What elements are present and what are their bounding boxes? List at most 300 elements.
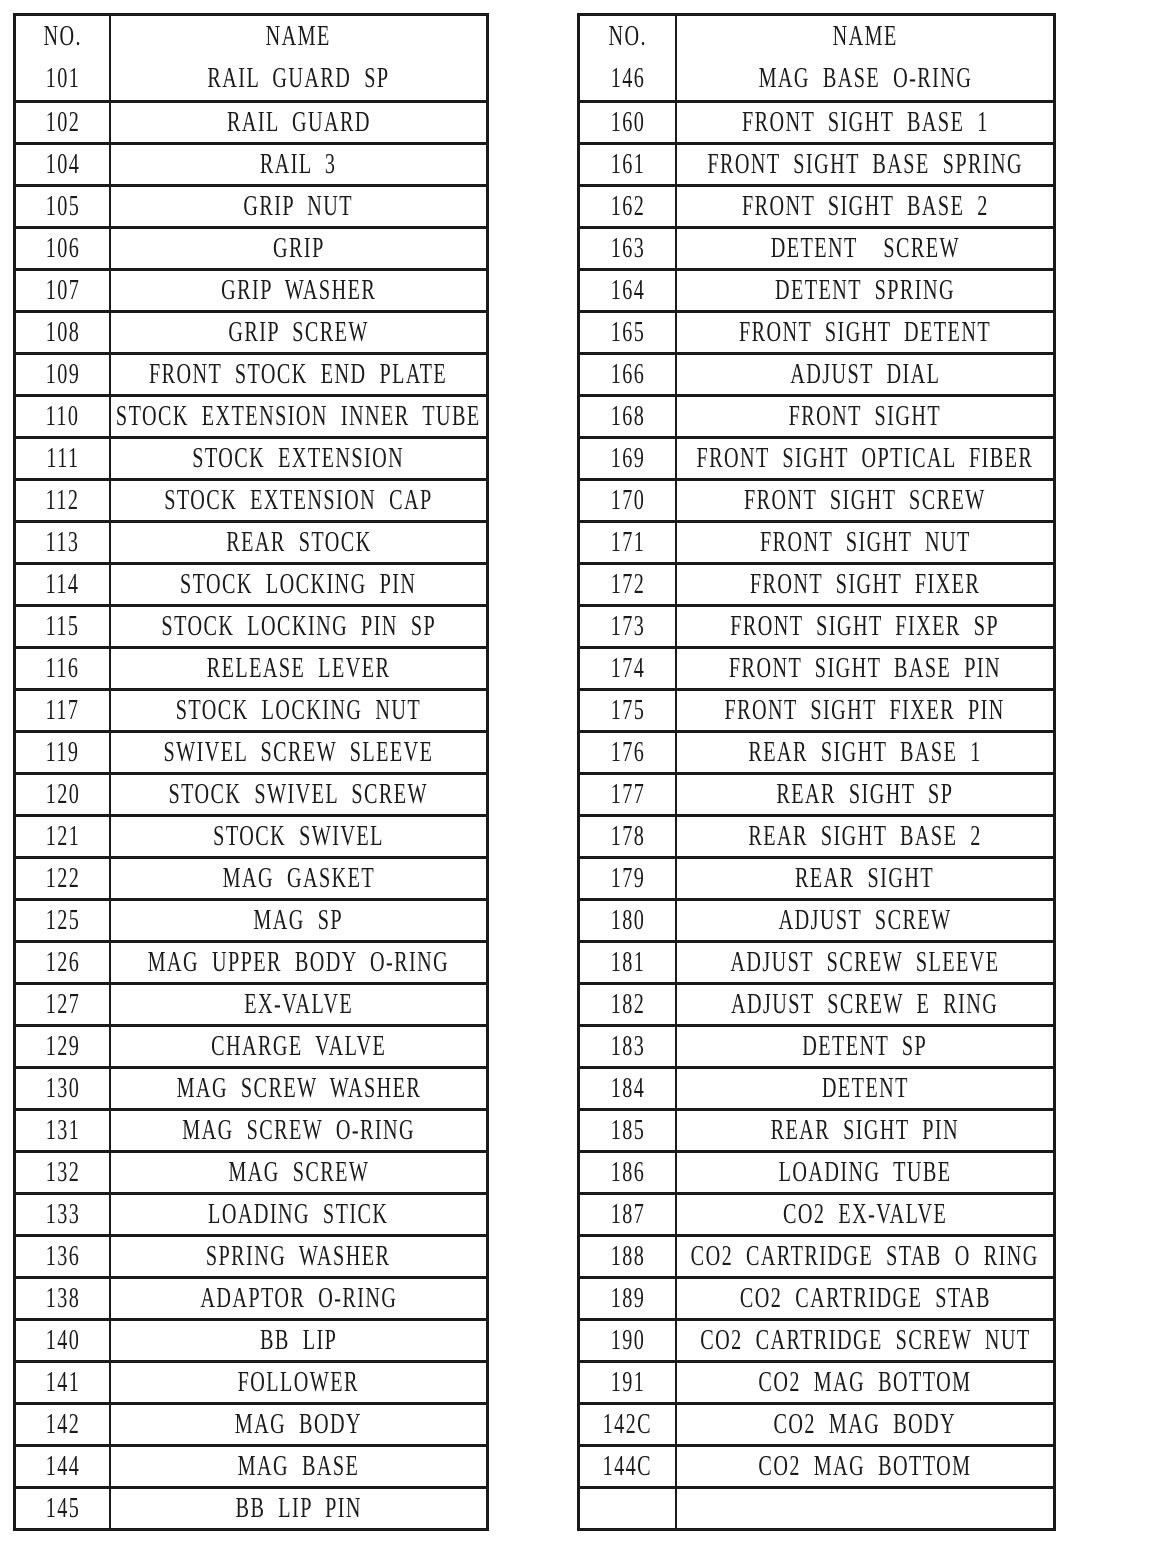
- part-name: CHARGE VALVE: [210, 1030, 387, 1062]
- part-number-cell: [580, 439, 677, 478]
- table-row: [580, 1108, 1053, 1150]
- table-row: [16, 562, 486, 604]
- table-row: [16, 268, 486, 310]
- part-number: 141: [45, 1366, 80, 1398]
- part-number-cell: [580, 1237, 677, 1276]
- part-number: 105: [45, 190, 80, 222]
- part-number: 120: [45, 778, 80, 810]
- part-name: RAIL GUARD: [226, 106, 371, 138]
- part-name-cell: [111, 649, 486, 688]
- part-number: 129: [45, 1030, 80, 1062]
- part-number-cell: [580, 523, 677, 562]
- no-column-header: [580, 16, 677, 58]
- part-number-cell: [580, 1069, 677, 1108]
- part-number: 131: [45, 1114, 80, 1146]
- name-column-header: [111, 16, 486, 58]
- part-name-cell: [111, 859, 486, 898]
- part-name-cell: [111, 103, 486, 142]
- part-name: RELEASE LEVER: [206, 652, 391, 684]
- part-name-cell: [677, 901, 1053, 940]
- table-row: [580, 898, 1053, 940]
- part-number-cell: [580, 943, 677, 982]
- table-row: [16, 478, 486, 520]
- part-name: MAG SCREW O-RING: [182, 1114, 415, 1146]
- part-name: ADJUST SCREW E RING: [731, 988, 999, 1020]
- part-name: RAIL 3: [260, 148, 337, 180]
- part-name: FRONT SIGHT DETENT: [738, 316, 992, 348]
- part-name-cell: [677, 58, 1053, 100]
- part-name-cell: [677, 733, 1053, 772]
- part-name: FRONT SIGHT FIXER: [749, 568, 981, 600]
- table-row: [580, 310, 1053, 352]
- part-name-cell: [677, 691, 1053, 730]
- part-number: 166: [610, 358, 645, 390]
- part-number: 113: [45, 526, 80, 558]
- part-name-cell: [111, 1405, 486, 1444]
- part-name: LOADING TUBE: [778, 1156, 952, 1188]
- part-name: REAR STOCK: [225, 526, 372, 558]
- table-row: [16, 1318, 486, 1360]
- part-name: ADJUST DIAL: [789, 358, 941, 390]
- table-row: [580, 604, 1053, 646]
- table-row: [16, 1234, 486, 1276]
- part-name: MAG BASE: [237, 1450, 360, 1482]
- part-number: 101: [45, 63, 80, 94]
- table-row: [580, 352, 1053, 394]
- part-number: 104: [45, 148, 80, 180]
- part-name-cell: [677, 775, 1053, 814]
- part-name-cell: [677, 439, 1053, 478]
- part-name-cell: [111, 1111, 486, 1150]
- part-number-cell: [16, 439, 111, 478]
- part-number: 144: [45, 1450, 80, 1482]
- part-number-cell: [580, 397, 677, 436]
- part-name: MAG SCREW: [228, 1156, 369, 1188]
- part-number-cell: [16, 859, 111, 898]
- name-column-header-label: NAME: [832, 21, 898, 52]
- table-row: [580, 856, 1053, 898]
- part-number-cell: [580, 229, 677, 268]
- part-name-cell: [111, 943, 486, 982]
- part-name: FRONT STOCK END PLATE: [149, 358, 448, 390]
- part-number-cell: [16, 1153, 111, 1192]
- part-number-cell: [16, 355, 111, 394]
- part-name: FRONT SIGHT FIXER SP: [730, 610, 1000, 642]
- part-name-cell: [677, 859, 1053, 898]
- table-header-row: [580, 16, 1053, 58]
- part-name-cell: [677, 1279, 1053, 1318]
- part-number: 109: [45, 358, 80, 390]
- part-name: ADJUST SCREW SLEEVE: [730, 946, 1000, 978]
- no-column-header-label: NO.: [608, 21, 647, 52]
- part-name-cell: [677, 229, 1053, 268]
- part-number: 116: [45, 652, 80, 684]
- part-number-cell: [580, 145, 677, 184]
- table-row: [16, 352, 486, 394]
- table-row: [580, 184, 1053, 226]
- part-name-cell: [111, 271, 486, 310]
- part-name: MAG UPPER BODY O-RING: [147, 946, 450, 978]
- part-number: 187: [610, 1198, 645, 1230]
- part-name-cell: [111, 355, 486, 394]
- no-column-header-label: NO.: [43, 21, 82, 52]
- part-number-cell: [16, 691, 111, 730]
- part-number-cell: [580, 775, 677, 814]
- part-name: GRIP WASHER: [220, 274, 377, 306]
- part-name-cell: [677, 1195, 1053, 1234]
- part-number: 176: [610, 736, 645, 768]
- part-number: 165: [610, 316, 645, 348]
- part-number: 168: [610, 400, 645, 432]
- part-name: ADAPTOR O-RING: [199, 1282, 398, 1314]
- part-number-cell: [16, 313, 111, 352]
- part-name: CO2 CARTRIDGE SCREW NUT: [699, 1324, 1031, 1356]
- part-name: STOCK LOCKING PIN SP: [161, 610, 436, 642]
- part-number: 188: [610, 1240, 645, 1272]
- part-number-cell: [16, 1195, 111, 1234]
- part-name: STOCK LOCKING NUT: [175, 694, 422, 726]
- part-number: 179: [610, 862, 645, 894]
- part-name: DETENT SPRING: [775, 274, 955, 306]
- part-number: 177: [610, 778, 645, 810]
- table-row: [16, 856, 486, 898]
- table-row: [16, 1024, 486, 1066]
- part-number-cell: [580, 1195, 677, 1234]
- part-name-cell: [111, 607, 486, 646]
- table-row: [16, 58, 486, 100]
- part-number-cell: [580, 1153, 677, 1192]
- table-row: [16, 898, 486, 940]
- part-name: MAG BODY: [234, 1408, 363, 1440]
- part-name: REAR SIGHT PIN: [770, 1114, 960, 1146]
- table-row: [16, 982, 486, 1024]
- part-number: 182: [610, 988, 645, 1020]
- part-name: DETENT: [821, 1072, 909, 1104]
- table-row: [580, 1276, 1053, 1318]
- table-row: [580, 226, 1053, 268]
- part-number: 170: [610, 484, 645, 516]
- part-number: 102: [45, 106, 80, 138]
- part-number-cell: [16, 1447, 111, 1486]
- part-name: FRONT SIGHT BASE 2: [741, 190, 989, 222]
- part-number-cell: [580, 1489, 677, 1528]
- table-row: [16, 1276, 486, 1318]
- part-number: 130: [45, 1072, 80, 1104]
- part-name: GRIP: [272, 232, 325, 264]
- part-number-cell: [580, 985, 677, 1024]
- table-row: [580, 1444, 1053, 1486]
- part-name-cell: [677, 103, 1053, 142]
- part-number-cell: [580, 649, 677, 688]
- part-number: 163: [610, 232, 645, 264]
- table-row: [16, 646, 486, 688]
- part-number-cell: [580, 691, 677, 730]
- part-number: 171: [610, 526, 645, 558]
- part-name-cell: [677, 397, 1053, 436]
- part-number: 185: [610, 1114, 645, 1146]
- part-number-cell: [580, 1321, 677, 1360]
- part-number-cell: [580, 355, 677, 394]
- part-name: DETENT SP: [802, 1030, 928, 1062]
- part-name-cell: [677, 985, 1053, 1024]
- part-name: CO2 CARTRIDGE STAB O RING: [690, 1240, 1040, 1272]
- part-number: 107: [45, 274, 80, 306]
- part-number: 175: [610, 694, 645, 726]
- part-number-cell: [16, 1237, 111, 1276]
- part-name-cell: [111, 1489, 486, 1528]
- part-number: 181: [610, 946, 645, 978]
- part-name: STOCK SWIVEL: [213, 820, 384, 852]
- table-row: [16, 814, 486, 856]
- table-row: [580, 394, 1053, 436]
- part-name-cell: [111, 439, 486, 478]
- part-name-cell: [111, 523, 486, 562]
- part-name: REAR SIGHT: [795, 862, 935, 894]
- table-row: [580, 1402, 1053, 1444]
- part-number-cell: [580, 817, 677, 856]
- part-name: DETENT SCREW: [770, 232, 960, 264]
- part-name-cell: [677, 1321, 1053, 1360]
- part-name: RAIL GUARD SP: [207, 63, 390, 94]
- part-name: MAG BASE O-RING: [758, 63, 972, 94]
- part-number-cell: [16, 1489, 111, 1528]
- part-number-cell: [16, 58, 111, 100]
- part-name-cell: [111, 313, 486, 352]
- part-name: STOCK LOCKING PIN: [180, 568, 417, 600]
- part-name: STOCK EXTENSION: [192, 442, 405, 474]
- part-name-cell: [677, 1153, 1053, 1192]
- part-number-cell: [16, 271, 111, 310]
- part-number: 191: [610, 1366, 645, 1398]
- part-name: REAR SIGHT BASE 2: [748, 820, 982, 852]
- name-column-header: [677, 16, 1053, 58]
- part-name-cell: [111, 691, 486, 730]
- part-number-cell: [16, 901, 111, 940]
- part-number: 127: [45, 988, 80, 1020]
- table-row: [580, 100, 1053, 142]
- part-number: 142C: [602, 1408, 653, 1440]
- part-name: LOADING STICK: [208, 1198, 389, 1230]
- part-number: 164: [610, 274, 645, 306]
- part-name-cell: [677, 1237, 1053, 1276]
- part-number: 119: [45, 736, 80, 768]
- part-number-cell: [16, 1111, 111, 1150]
- table-row: [580, 1066, 1053, 1108]
- part-number: 112: [45, 484, 80, 516]
- part-number-cell: [16, 229, 111, 268]
- part-name: FRONT SIGHT BASE SPRING: [707, 148, 1023, 180]
- part-number: 114: [45, 568, 80, 600]
- part-name-cell: [677, 817, 1053, 856]
- part-number-cell: [580, 901, 677, 940]
- part-name: BB LIP: [259, 1324, 338, 1356]
- part-number-cell: [580, 565, 677, 604]
- part-name-cell: [111, 1027, 486, 1066]
- table-row: [16, 688, 486, 730]
- part-name-cell: [111, 1237, 486, 1276]
- part-number-cell: [580, 1405, 677, 1444]
- part-number: 161: [610, 148, 645, 180]
- part-number: 142: [45, 1408, 80, 1440]
- table-row: [580, 772, 1053, 814]
- table-row: [580, 142, 1053, 184]
- part-number-cell: [16, 187, 111, 226]
- part-number-cell: [16, 103, 111, 142]
- part-number: 189: [610, 1282, 645, 1314]
- part-name: STOCK SWIVEL SCREW: [168, 778, 429, 810]
- part-name-cell: [677, 523, 1053, 562]
- part-name-cell: [111, 58, 486, 100]
- part-number-cell: [16, 985, 111, 1024]
- table-row: [580, 688, 1053, 730]
- part-number: 122: [45, 862, 80, 894]
- part-name-cell: [111, 565, 486, 604]
- part-name-cell: [111, 1195, 486, 1234]
- part-number-cell: [16, 523, 111, 562]
- part-number-cell: [580, 1363, 677, 1402]
- part-number-cell: [16, 1279, 111, 1318]
- part-number-cell: [16, 943, 111, 982]
- part-name: CO2 MAG BOTTOM: [758, 1366, 972, 1398]
- part-number: 178: [610, 820, 645, 852]
- part-number: 145: [45, 1492, 80, 1524]
- part-name-cell: [677, 943, 1053, 982]
- part-name: SPRING WASHER: [206, 1240, 391, 1272]
- table-row: [580, 1150, 1053, 1192]
- part-name: MAG SP: [253, 904, 344, 936]
- part-name: STOCK EXTENSION INNER TUBE: [116, 400, 481, 432]
- part-number-cell: [580, 103, 677, 142]
- table-row: [580, 1486, 1053, 1528]
- part-number-cell: [16, 145, 111, 184]
- table-row: [16, 1360, 486, 1402]
- part-number-cell: [16, 775, 111, 814]
- table-row: [16, 940, 486, 982]
- part-number: 106: [45, 232, 80, 264]
- table-row: [580, 1360, 1053, 1402]
- part-number-cell: [580, 733, 677, 772]
- table-row: [16, 1150, 486, 1192]
- part-number: 173: [610, 610, 645, 642]
- part-number: 169: [610, 442, 645, 474]
- part-number: 186: [610, 1156, 645, 1188]
- part-name: CO2 MAG BODY: [773, 1408, 957, 1440]
- part-number: 140: [45, 1324, 80, 1356]
- part-number: 133: [45, 1198, 80, 1230]
- part-name-cell: [111, 901, 486, 940]
- part-number-cell: [16, 1321, 111, 1360]
- part-number: 115: [45, 610, 80, 642]
- part-number-cell: [16, 649, 111, 688]
- part-name: CO2 EX-VALVE: [782, 1198, 948, 1230]
- part-name-cell: [677, 1111, 1053, 1150]
- part-name: FRONT SIGHT: [788, 400, 942, 432]
- part-number-cell: [16, 1069, 111, 1108]
- table-row: [16, 1066, 486, 1108]
- part-number: 110: [45, 400, 80, 432]
- part-name: FRONT SIGHT NUT: [759, 526, 971, 558]
- part-name-cell: [677, 1447, 1053, 1486]
- table-row: [580, 1024, 1053, 1066]
- table-row: [16, 730, 486, 772]
- part-number: 144C: [602, 1450, 653, 1482]
- part-number: 117: [45, 694, 80, 726]
- part-name-cell: [677, 271, 1053, 310]
- table-body: [16, 58, 486, 1528]
- part-number-cell: [16, 733, 111, 772]
- part-number-cell: [16, 565, 111, 604]
- part-number: 172: [610, 568, 645, 600]
- part-name-cell: [111, 145, 486, 184]
- part-number-cell: [16, 1027, 111, 1066]
- table-row: [580, 268, 1053, 310]
- table-row: [580, 562, 1053, 604]
- part-number-cell: [16, 1405, 111, 1444]
- part-name: FRONT SIGHT BASE 1: [741, 106, 989, 138]
- part-number-cell: [580, 859, 677, 898]
- table-row: [580, 940, 1053, 982]
- part-number: 138: [45, 1282, 80, 1314]
- part-number-cell: [580, 1447, 677, 1486]
- part-name-cell: [111, 1363, 486, 1402]
- part-number-cell: [16, 607, 111, 646]
- part-name: EX-VALVE: [244, 988, 353, 1020]
- part-name-cell: [111, 187, 486, 226]
- part-number: 111: [45, 442, 80, 474]
- part-number-cell: [580, 481, 677, 520]
- part-number-cell: [16, 817, 111, 856]
- part-number: 162: [610, 190, 645, 222]
- part-number-cell: [580, 313, 677, 352]
- part-name-cell: [677, 313, 1053, 352]
- part-name: GRIP SCREW: [228, 316, 369, 348]
- part-name-cell: [111, 229, 486, 268]
- part-number: 125: [45, 904, 80, 936]
- part-number: 183: [610, 1030, 645, 1062]
- name-column-header-label: NAME: [265, 21, 332, 52]
- part-name-cell: [677, 1405, 1053, 1444]
- part-name-cell: [677, 1489, 1053, 1528]
- part-number: 190: [610, 1324, 645, 1356]
- part-number: 126: [45, 946, 80, 978]
- part-name-cell: [111, 1321, 486, 1360]
- table-row: [16, 310, 486, 352]
- part-name-cell: [677, 1027, 1053, 1066]
- part-number: 132: [45, 1156, 80, 1188]
- part-number-cell: [580, 1111, 677, 1150]
- part-name-cell: [677, 355, 1053, 394]
- table-header-row: [16, 16, 486, 58]
- part-name-cell: [111, 1153, 486, 1192]
- part-name: FRONT SIGHT FIXER PIN: [724, 694, 1006, 726]
- part-name-cell: [677, 1069, 1053, 1108]
- part-number: 160: [610, 106, 645, 138]
- table-row: [16, 772, 486, 814]
- part-name: FOLLOWER: [237, 1366, 360, 1398]
- part-name-cell: [677, 649, 1053, 688]
- table-row: [580, 436, 1053, 478]
- part-number-cell: [580, 58, 677, 100]
- table-row: [16, 142, 486, 184]
- part-name: FRONT SIGHT OPTICAL FIBER: [696, 442, 1034, 474]
- table-row: [16, 1444, 486, 1486]
- part-name-cell: [677, 481, 1053, 520]
- part-name-cell: [677, 187, 1053, 226]
- table-row: [580, 478, 1053, 520]
- part-number: 184: [610, 1072, 645, 1104]
- table-row: [16, 1108, 486, 1150]
- table-row: [580, 1318, 1053, 1360]
